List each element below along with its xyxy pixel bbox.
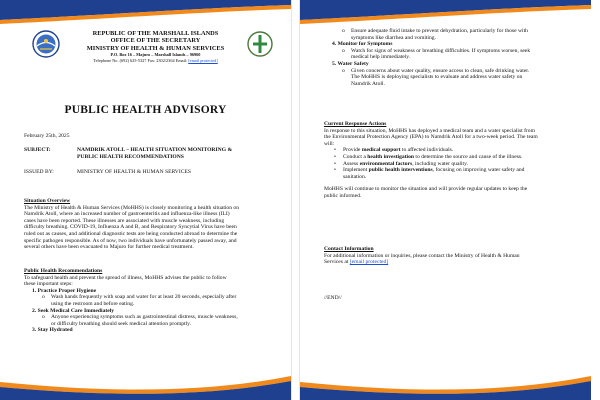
bullet-text-plain: Conduct a [343, 153, 368, 160]
recommendation-1-detail [42, 294, 286, 307]
contact-line: For additional information or inquiries, please contact the Ministry of Health & Human [324, 252, 520, 259]
subject-text [77, 147, 277, 160]
recommendation-5-line: The MoHHS is deploying specialists to evaluate and address water safety on [351, 74, 523, 81]
response-closing-line: MoHHS will continue to monitor the situation and will provide regular updates to keep the [324, 186, 528, 193]
recommendation-1-line: using the restroom and before eating. [51, 300, 135, 307]
recommendation-5-line: Namdrik Atoll. [351, 80, 385, 87]
response-bullet-text [343, 154, 522, 161]
overview-line: The Ministry of Health & Human Services (MoHHS) is closely monitoring a health situation on [24, 204, 240, 211]
overview-line: ruled out as causes, and additional diagnostic tests are being conducted abroad to determine the [24, 230, 238, 237]
bullet-text-plain: sanitation. [343, 173, 367, 180]
bullet-text-bold: health investigation [367, 153, 415, 160]
subject-line-2: PUBLIC HEALTH RECOMMENDATIONS [77, 153, 184, 160]
bullet-text-bold: medical support [361, 147, 401, 154]
advisory-date: February 25th, 2025 [24, 133, 70, 139]
overview-line: several others have been evacuated to Majuro for further medical treatment. [24, 244, 194, 251]
bullet-text-bold: public health interventions [368, 167, 433, 174]
recommendation-5-text [351, 68, 529, 88]
circle-bullet-icon: o [342, 28, 345, 34]
response-bullet-text [343, 167, 524, 180]
recommendation-2-line: Anyone experiencing symptoms such as gastrointestinal distress, muscle weakness, [51, 314, 238, 321]
health-services-logo [247, 30, 273, 58]
response-closing-line: public informed. [324, 192, 362, 199]
ministry-letterhead [68, 30, 243, 63]
header-swoosh-decoration [300, 0, 591, 28]
bullet-text-plain: Assess [343, 160, 360, 167]
bullet-text-plain: Provide [343, 147, 362, 154]
bullet-dot-icon: • [334, 160, 336, 167]
response-intro-line: will: [324, 140, 335, 147]
recommendations-intro-line: To safeguard health and prevent the spread of illness, MoHHS advises the public to follow [24, 274, 227, 281]
bullet-text-plain: , including water quality. [412, 160, 468, 167]
bullet-dot-icon: • [334, 167, 336, 174]
letterhead-address: P.O. Box 16 – Majuro – Marshall Islands – 96960 [110, 52, 201, 58]
contact-email-link[interactable]: [email protected] [349, 259, 389, 266]
recommendation-4-text [351, 48, 530, 61]
bullet-text-bold: environmental factors [359, 160, 413, 167]
end-marker: //END// [324, 295, 342, 301]
contact-information-section [324, 246, 586, 266]
letterhead-contact [68, 58, 243, 63]
recommendation-4-title: 4. Monitor for Symptoms [332, 41, 393, 48]
recommendation-2-text [51, 314, 238, 327]
overview-line: difficulty breathing. COVID-19, Influenza A and B, and Respiratory Syncytial Virus have been [24, 224, 237, 231]
letterhead-office: OFFICE OF THE SECRETARY [110, 37, 201, 45]
bullet-text-plain: to affected individuals. [400, 147, 454, 154]
overview-line: cases have been reported. These illnesses are associated with muscle weakness, including [24, 217, 225, 224]
circle-bullet-icon: o [42, 314, 45, 321]
letterhead-email-link[interactable]: [email protected] [188, 57, 218, 63]
letterhead-republic: REPUBLIC OF THE MARSHALL ISLANDS [92, 30, 219, 37]
recommendations-continued [324, 28, 586, 87]
advisory-title: PUBLIC HEALTH ADVISORY [64, 104, 227, 116]
recommendation-5-line: Given concerns about water quality, ensure access to clean, safe drinking water. [351, 67, 530, 74]
response-closing [324, 186, 586, 199]
recommendation-5-title: 5. Water Safety [332, 60, 369, 67]
recommendation-3-detail [342, 28, 586, 41]
response-intro-line: the Environmental Protection Agency (EPA) to Namdrik Atoll for a two-week period. The team [324, 134, 538, 141]
bullet-text-plain: , focusing on improving water safety and [432, 167, 525, 174]
footer-swoosh-decoration [300, 374, 591, 400]
recommendation-4-line: medical help immediately. [351, 54, 411, 61]
bullet-dot-icon: • [334, 147, 336, 154]
overview-line: Namdrik Atoll, where an increased number of gastroenteritis and influenza-like illness (ILI) [24, 211, 230, 218]
issued-by-label: ISSUED BY: [24, 169, 54, 175]
subject-line-1: NAMDRIK ATOLL – HEALTH SITUATION MONITORING & [77, 147, 233, 153]
recommendation-1-line: Wash hands frequently with soap and water for at least 20 seconds, especially after [51, 294, 237, 301]
bullet-text-plain: Implement [343, 167, 369, 174]
response-heading: Current Response Actions [324, 121, 387, 127]
circle-bullet-icon: o [42, 294, 45, 301]
circle-bullet-icon: o [342, 47, 345, 54]
overview-line: specific pathogen responsible. As of now, two individuals have unfortunately passed away, and [24, 237, 237, 244]
situation-overview-section [24, 198, 286, 251]
recommendation-1-title: 1. Practice Proper Hygiene [32, 287, 97, 294]
header-swoosh-decoration [0, 0, 291, 28]
recommendation-5-detail [342, 68, 586, 88]
response-bullet-text [343, 147, 453, 154]
recommendation-2-line: or difficulty breathing should seek medical attention promptly. [51, 320, 191, 327]
footer-swoosh-decoration [0, 374, 291, 400]
circle-bullet-icon: o [342, 67, 345, 74]
recommendation-2-detail [42, 314, 286, 327]
recommendation-1-text [51, 294, 236, 307]
situation-overview-heading: Situation Overview [24, 198, 71, 204]
issued-by-value: MINISTRY OF HEALTH & HUMAN SERVICES [77, 169, 191, 175]
recommendation-3-text [351, 28, 528, 41]
bullet-text-plain: to determine the source and cause of the illness. [414, 153, 523, 160]
response-bullet [334, 167, 586, 180]
letterhead-ministry: MINISTRY OF HEALTH & HUMAN SERVICES [86, 44, 225, 52]
current-response-section [324, 121, 586, 200]
response-bullet [334, 154, 586, 161]
response-bullet [334, 147, 586, 154]
public-health-recommendations-section [24, 268, 286, 334]
recommendation-3-line: Ensure adequate fluid intake to prevent dehydration, particularly for those with [351, 28, 528, 34]
response-intro-line: In response to this situation, MoHHS has deployed a medical team and a water specialist from [324, 127, 535, 134]
recommendation-2-title: 2. Seek Medical Care Immediately [32, 307, 115, 314]
advisory-page-2 [299, 0, 591, 400]
bullet-dot-icon: • [334, 153, 336, 160]
subject-label: SUBJECT: [24, 147, 51, 153]
contact-heading: Contact Information [324, 246, 374, 252]
recommendation-3-line: symptoms like diarrhea and vomiting. [351, 34, 436, 41]
letterhead-phone: Telephone No. (692) 625-5327 Fax: 2302/2364 Email: [93, 57, 188, 63]
recommendation-4-line: Watch for signs of weakness or breathing difficulties. If symptoms worsen, seek [351, 47, 531, 54]
ministry-seal-logo [32, 30, 60, 58]
contact-line [324, 259, 586, 266]
advisory-page-1 [0, 0, 292, 400]
recommendations-intro-line: these important steps: [24, 281, 73, 288]
recommendation-3-title: 3. Stay Hydrated [32, 327, 73, 334]
contact-line-prefix: Services at [324, 259, 350, 266]
recommendations-heading: Public Health Recommendations [24, 268, 103, 274]
recommendation-4-detail [342, 48, 586, 61]
